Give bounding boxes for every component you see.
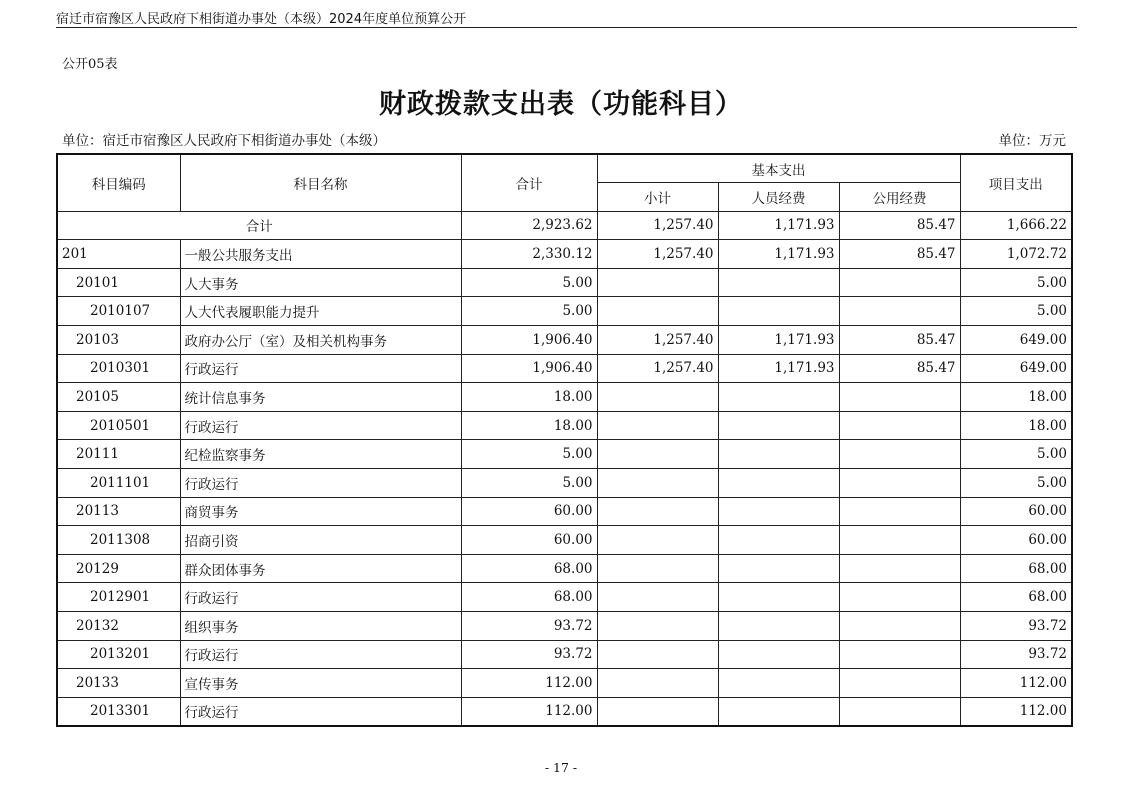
cell-total: 93.72 [461, 612, 597, 641]
header-code: 科目编码 [57, 154, 180, 211]
cell-total: 5.00 [461, 268, 597, 297]
cell-public [839, 411, 960, 440]
cell-subtotal [597, 383, 718, 412]
cell-personnel [718, 669, 839, 698]
cell-subtotal [597, 612, 718, 641]
cell-code: 2013301 [57, 697, 180, 726]
cell-subtotal [597, 640, 718, 669]
cell-public [839, 669, 960, 698]
cell-project: 649.00 [960, 326, 1072, 355]
table-row [57, 583, 1072, 612]
cell-public [839, 469, 960, 498]
cell-total: 1,906.40 [461, 326, 597, 355]
cell-subtotal [597, 583, 718, 612]
cell-personnel [718, 297, 839, 326]
cell-public [839, 526, 960, 555]
cell-personnel [718, 440, 839, 469]
cell-public [839, 297, 960, 326]
cell-personnel [718, 268, 839, 297]
total-subtotal: 1,257.40 [597, 211, 718, 240]
cell-project: 18.00 [960, 411, 1072, 440]
cell-personnel [718, 469, 839, 498]
cell-name: 宣传事务 [180, 669, 461, 698]
cell-project: 5.00 [960, 440, 1072, 469]
cell-name: 行政运行 [180, 469, 461, 498]
cell-project: 5.00 [960, 297, 1072, 326]
cell-project: 93.72 [960, 640, 1072, 669]
header-project: 项目支出 [960, 154, 1072, 211]
cell-code: 2010107 [57, 297, 180, 326]
cell-personnel [718, 383, 839, 412]
table-row [57, 697, 1072, 726]
cell-total: 5.00 [461, 297, 597, 326]
cell-project: 93.72 [960, 612, 1072, 641]
cell-code: 20133 [57, 669, 180, 698]
cell-subtotal [597, 469, 718, 498]
cell-subtotal: 1,257.40 [597, 240, 718, 269]
cell-subtotal [597, 268, 718, 297]
cell-subtotal [597, 411, 718, 440]
cell-project: 18.00 [960, 383, 1072, 412]
table-row [57, 354, 1072, 383]
cell-public [839, 383, 960, 412]
cell-total: 60.00 [461, 526, 597, 555]
header-basic: 基本支出 [597, 154, 960, 183]
cell-project: 60.00 [960, 497, 1072, 526]
cell-code: 20129 [57, 554, 180, 583]
page-title: 财政拨款支出表（功能科目） [379, 89, 743, 120]
cell-name: 行政运行 [180, 583, 461, 612]
cell-name: 商贸事务 [180, 497, 461, 526]
cell-code: 20103 [57, 326, 180, 355]
cell-subtotal [597, 697, 718, 726]
cell-project: 112.00 [960, 697, 1072, 726]
table-row [57, 554, 1072, 583]
table-row [57, 640, 1072, 669]
total-public: 85.47 [839, 211, 960, 240]
table-row [57, 326, 1072, 355]
table-row [57, 469, 1072, 498]
cell-subtotal: 1,257.40 [597, 354, 718, 383]
cell-public [839, 640, 960, 669]
cell-subtotal [597, 497, 718, 526]
cell-personnel [718, 640, 839, 669]
cell-total: 5.00 [461, 440, 597, 469]
header-subtotal: 小计 [597, 183, 718, 212]
cell-project: 5.00 [960, 268, 1072, 297]
cell-code: 20113 [57, 497, 180, 526]
cell-personnel: 1,171.93 [718, 354, 839, 383]
unit-name: 单位：宿迁市宿豫区人民政府下相街道办事处（本级） [62, 133, 386, 149]
cell-name: 人大代表履职能力提升 [180, 297, 461, 326]
cell-code: 20111 [57, 440, 180, 469]
cell-name: 纪检监察事务 [180, 440, 461, 469]
document-header-title: 宿迁市宿豫区人民政府下相街道办事处（本级）2024年度单位预算公开 [56, 12, 467, 27]
cell-personnel [718, 583, 839, 612]
cell-personnel: 1,171.93 [718, 326, 839, 355]
cell-name: 行政运行 [180, 354, 461, 383]
cell-name: 招商引资 [180, 526, 461, 555]
cell-personnel: 1,171.93 [718, 240, 839, 269]
cell-name: 一般公共服务支出 [180, 240, 461, 269]
table-row [57, 297, 1072, 326]
cell-project: 68.00 [960, 583, 1072, 612]
header-public: 公用经费 [839, 183, 960, 212]
cell-name: 政府办公厅（室）及相关机构事务 [180, 326, 461, 355]
cell-code: 2012901 [57, 583, 180, 612]
table-row [57, 669, 1072, 698]
cell-public [839, 440, 960, 469]
cell-name: 行政运行 [180, 640, 461, 669]
cell-personnel [718, 697, 839, 726]
cell-subtotal: 1,257.40 [597, 326, 718, 355]
cell-public [839, 268, 960, 297]
cell-total: 112.00 [461, 669, 597, 698]
total-amount: 2,923.62 [461, 211, 597, 240]
cell-code: 201 [57, 240, 180, 269]
cell-name: 群众团体事务 [180, 554, 461, 583]
cell-total: 68.00 [461, 583, 597, 612]
table-row [57, 383, 1072, 412]
cell-total: 1,906.40 [461, 354, 597, 383]
cell-total: 18.00 [461, 383, 597, 412]
budget-table [56, 153, 1073, 727]
table-row [57, 268, 1072, 297]
form-number: 公开05表 [62, 57, 118, 72]
cell-subtotal [597, 440, 718, 469]
cell-public [839, 697, 960, 726]
cell-personnel [718, 612, 839, 641]
page-number: - 17 - [544, 760, 578, 775]
table-row [57, 612, 1072, 641]
cell-public: 85.47 [839, 240, 960, 269]
cell-subtotal [597, 297, 718, 326]
cell-subtotal [597, 669, 718, 698]
cell-code: 2010501 [57, 411, 180, 440]
cell-code: 2011308 [57, 526, 180, 555]
cell-project: 5.00 [960, 469, 1072, 498]
header-personnel: 人员经费 [718, 183, 839, 212]
total-row [57, 211, 1072, 240]
header-name: 科目名称 [180, 154, 461, 211]
header-divider [56, 27, 1077, 28]
cell-public: 85.47 [839, 354, 960, 383]
cell-public [839, 497, 960, 526]
table-row [57, 411, 1072, 440]
cell-subtotal [597, 554, 718, 583]
cell-total: 5.00 [461, 469, 597, 498]
cell-name: 行政运行 [180, 411, 461, 440]
table-body [57, 211, 1072, 726]
cell-name: 统计信息事务 [180, 383, 461, 412]
cell-name: 人大事务 [180, 268, 461, 297]
cell-total: 93.72 [461, 640, 597, 669]
cell-code: 20105 [57, 383, 180, 412]
header-total: 合计 [461, 154, 597, 211]
cell-total: 112.00 [461, 697, 597, 726]
table-row [57, 497, 1072, 526]
total-project: 1,666.22 [960, 211, 1072, 240]
cell-personnel [718, 526, 839, 555]
total-label: 合计 [57, 211, 461, 240]
cell-personnel [718, 554, 839, 583]
cell-code: 2010301 [57, 354, 180, 383]
cell-project: 112.00 [960, 669, 1072, 698]
cell-code: 20101 [57, 268, 180, 297]
cell-public [839, 554, 960, 583]
total-personnel: 1,171.93 [718, 211, 839, 240]
cell-project: 60.00 [960, 526, 1072, 555]
table-row [57, 240, 1072, 269]
cell-total: 18.00 [461, 411, 597, 440]
cell-personnel [718, 411, 839, 440]
table-row [57, 526, 1072, 555]
currency-unit: 单位：万元 [998, 133, 1066, 149]
cell-project: 1,072.72 [960, 240, 1072, 269]
cell-personnel [718, 497, 839, 526]
cell-code: 2013201 [57, 640, 180, 669]
table-header [57, 154, 1072, 211]
cell-total: 2,330.12 [461, 240, 597, 269]
cell-code: 20132 [57, 612, 180, 641]
cell-total: 68.00 [461, 554, 597, 583]
cell-project: 649.00 [960, 354, 1072, 383]
cell-subtotal [597, 526, 718, 555]
cell-public: 85.47 [839, 326, 960, 355]
table-row [57, 440, 1072, 469]
cell-total: 60.00 [461, 497, 597, 526]
cell-project: 68.00 [960, 554, 1072, 583]
cell-public [839, 612, 960, 641]
cell-public [839, 583, 960, 612]
cell-name: 行政运行 [180, 697, 461, 726]
cell-code: 2011101 [57, 469, 180, 498]
cell-name: 组织事务 [180, 612, 461, 641]
